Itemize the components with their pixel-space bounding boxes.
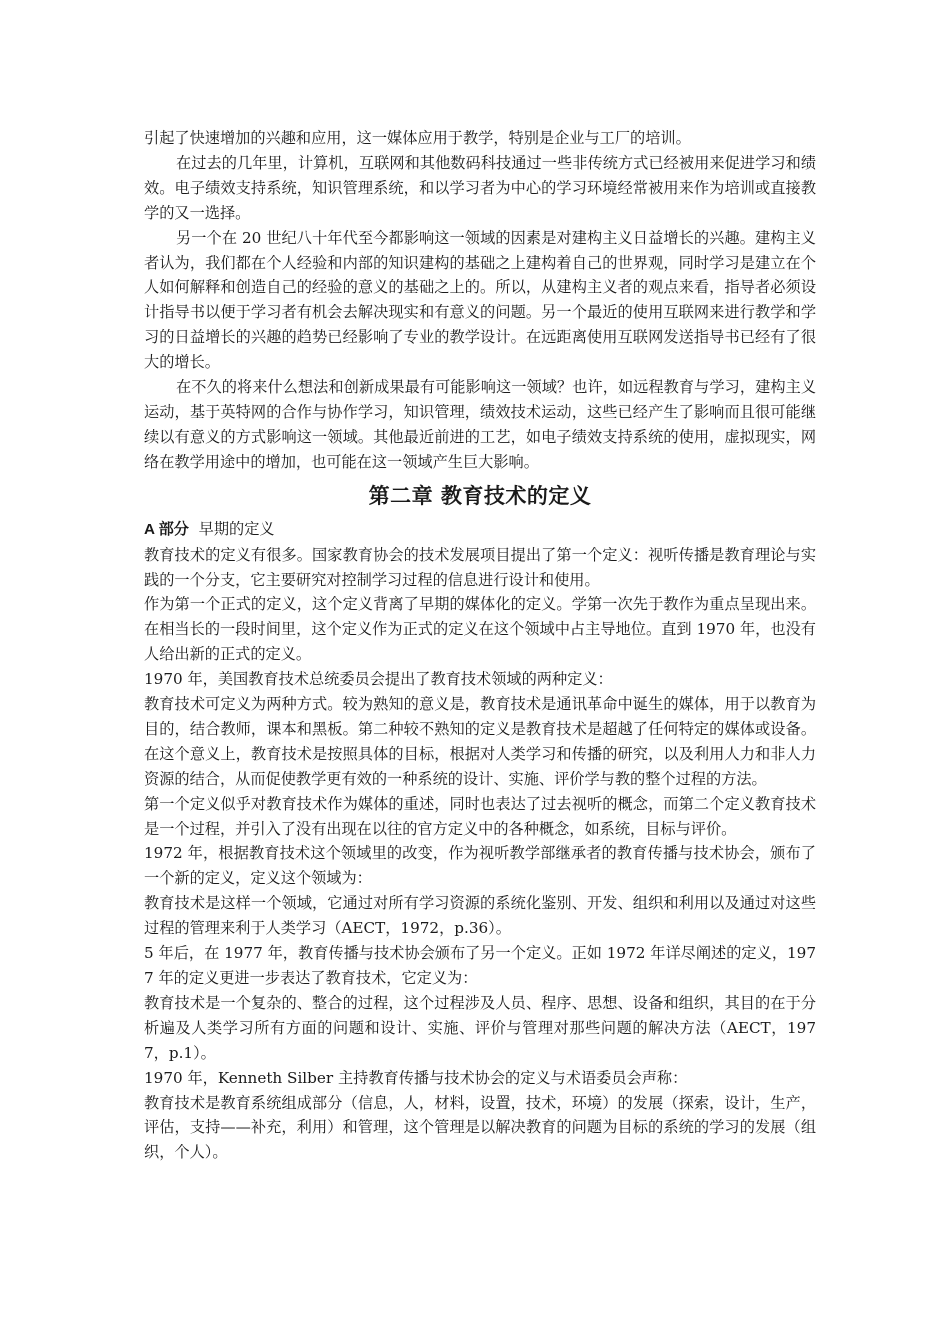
paragraph: 1970 年，美国教育技术总统委员会提出了教育技术领域的两种定义： <box>144 670 613 689</box>
paragraph: 引起了快速增加的兴趣和应用，这一媒体应用于教学，特别是企业与工厂的培训。 <box>144 129 691 147</box>
document-page <box>144 126 816 1165</box>
paragraph: 教育技术是一个复杂的、整合的过程，这个过程涉及人员、程序、思想、设备和组织，其目的在于分析遍及人类学习所有方面的问题和设计、实施、评价与管理对那些问题的解决方法（AECT，1977，p.1）。 <box>144 993 816 1062</box>
paragraph: 教育技术的定义有很多。国家教育协会的技术发展项目提出了第一个定义：视听传播是教育理论与实践的一个分支，它主要研究对控制学习过程的信息进行设计和使用。 <box>144 545 816 589</box>
part-title: 早期的定义 <box>198 519 275 538</box>
paragraph: 教育技术是这样一个领域，它通过对所有学习资源的系统化鉴别、开发、组织和利用以及通过对这些过程的管理来利于人类学习（AECT，1972，p.36）。 <box>144 894 816 938</box>
paragraph: 作为第一个正式的定义，这个定义背离了早期的媒体化的定义。学第一次先于教作为重点呈现出来。在相当长的一段时间里，这个定义作为正式的定义在这个领域中占主导地位。直到 1970 年，也没有人给出新的正式的定义。 <box>144 595 816 664</box>
paragraph: 在过去的几年里，计算机，互联网和其他数码科技通过一些非传统方式已经被用来促进学习和绩效。电子绩效支持系统，知识管理系统，和以学习者为中心的学习环境经常被用来作为培训或直接教学的又一选择。 <box>144 153 816 222</box>
paragraph: 教育技术是教育系统组成部分（信息，人，材料，设置，技术，环境）的发展（探索，设计，生产，评估，支持——补充，利用）和管理，这个管理是以解决教育的问题为目标的系统的学习的发展（组织，个人）。 <box>144 1093 816 1162</box>
paragraph: 第一个定义似乎对教育技术作为媒体的重述，同时也表达了过去视听的概念，而第二个定义教育技术是一个过程，并引入了没有出现在以往的官方定义中的各种概念，如系统，目标与评价。 <box>144 794 816 838</box>
paragraph: 另一个在 20 世纪八十年代至今都影响这一领域的因素是对建构主义日益增长的兴趣。建构主义者认为，我们都在个人经验和内部的知识建构的基础之上建构着自己的世界观，同时学习是建立在个人如何解释和创造自己的经验的意义的基础之上的。所以，从建构主义者的观点来看，指导者必须设计指导书以便于学习者有机会去解决现实和有意义的问题。另一个最近的使用互联网来进行教学和学习的日益增长的兴趣的趋势已经影响了专业的教学设计。在远距离使用互联网发送指导书已经有了很大的增长。 <box>144 228 816 372</box>
paragraph: 5 年后，在 1977 年，教育传播与技术协会颁布了另一个定义。正如 1972 年详尽阐述的定义，1977 年的定义更进一步表达了教育技术，它定义为： <box>144 944 816 987</box>
paragraph: 1970 年，Kenneth Silber 主持教育传播与技术协会的定义与术语委员会声称： <box>144 1068 688 1087</box>
paragraph: 在不久的将来什么想法和创新成果最有可能影响这一领域？也许，如远程教育与学习，建构主义运动，基于英特网的合作与协作学习，知识管理，绩效技术运动，这些已经产生了影响而且很可能继续以有意义的方式影响这一领域。其他最近前进的工艺，如电子绩效支持系统的使用，虚拟现实，网络在教学用途中的增加，也可能在这一领域产生巨大影响。 <box>144 378 816 471</box>
part-label: A 部分 <box>144 520 189 538</box>
section-heading <box>144 517 816 543</box>
paragraph: 1972 年，根据教育技术这个领域里的改变，作为视听教学部继承者的教育传播与技术协会，颁布了一个新的定义，定义这个领域为： <box>144 844 816 888</box>
paragraph: 教育技术可定义为两种方式。较为熟知的意义是，教育技术是通讯革命中诞生的媒体，用于以教育为目的，结合教师，课本和黑板。第二种较不熟知的定义是教育技术是超越了任何特定的媒体或设备。在这个意义上，教育技术是按照具体的目标，根据对人类学习和传播的研究，以及利用人力和非人力资源的结合，从而促使教学更有效的一种系统的设计、实施、评价学与教的整个过程的方法。 <box>144 695 816 788</box>
chapter-title: 第二章 教育技术的定义 <box>368 482 592 508</box>
